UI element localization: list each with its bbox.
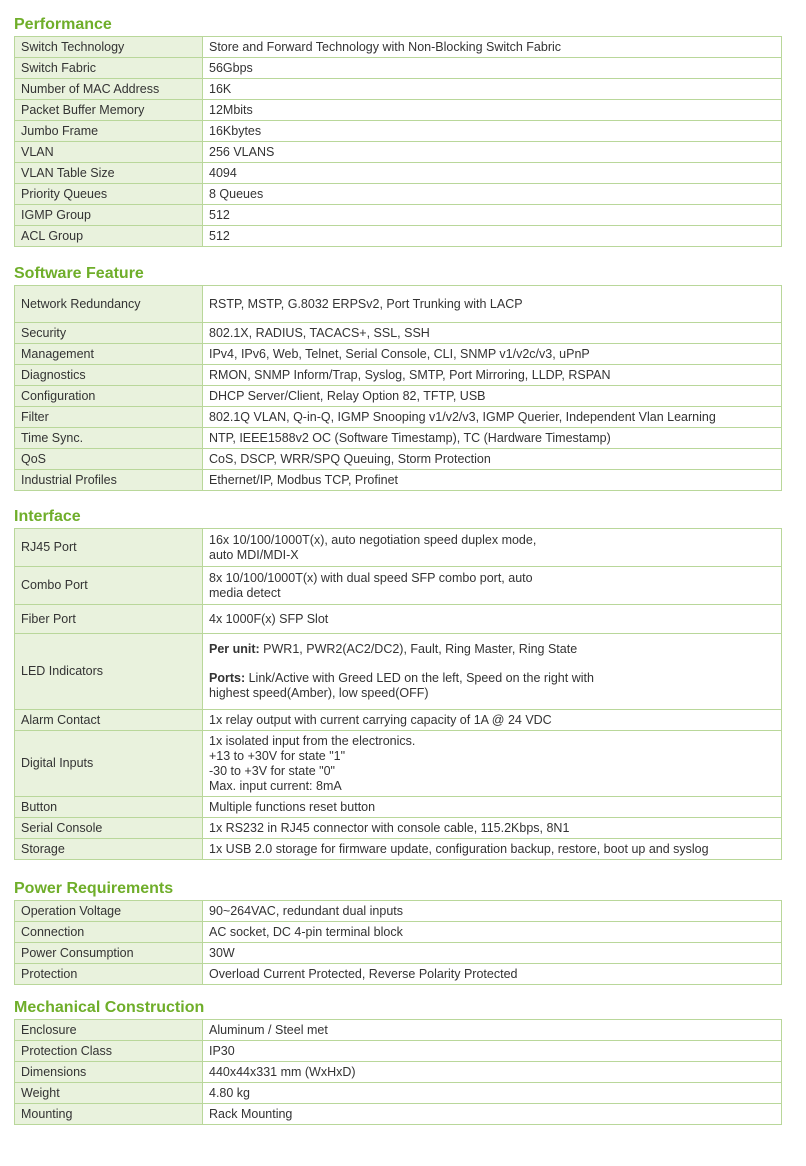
spec-value bbox=[203, 634, 782, 710]
table-row bbox=[15, 79, 782, 100]
table-row bbox=[15, 922, 782, 943]
table-row bbox=[15, 1041, 782, 1062]
spec-value bbox=[203, 731, 782, 797]
spec-value bbox=[203, 529, 782, 567]
spec-label: Filter bbox=[15, 407, 203, 428]
spec-value: Multiple functions reset button bbox=[203, 797, 782, 818]
value-line: 16x 10/100/1000T(x), auto negotiation speed duplex mode, bbox=[209, 532, 537, 547]
spec-label: Number of MAC Address bbox=[15, 79, 203, 100]
table-row bbox=[15, 205, 782, 226]
spec-label: Protection bbox=[15, 964, 203, 985]
value-line: media detect bbox=[209, 585, 281, 600]
table-row bbox=[15, 184, 782, 205]
table-row bbox=[15, 163, 782, 184]
spec-label: RJ45 Port bbox=[15, 529, 203, 567]
table-row bbox=[15, 1104, 782, 1125]
table-row bbox=[15, 1062, 782, 1083]
power-section bbox=[14, 878, 782, 985]
spec-value: 90~264VAC, redundant dual inputs bbox=[203, 901, 782, 922]
spec-label: Diagnostics bbox=[15, 365, 203, 386]
spec-value: IPv4, IPv6, Web, Telnet, Serial Console, CLI, SNMP v1/v2c/v3, uPnP bbox=[203, 344, 782, 365]
spec-label: ACL Group bbox=[15, 226, 203, 247]
spec-label: Alarm Contact bbox=[15, 710, 203, 731]
spec-value: 30W bbox=[203, 943, 782, 964]
table-row bbox=[15, 121, 782, 142]
spec-label: Switch Technology bbox=[15, 37, 203, 58]
section-heading: Interface bbox=[14, 508, 81, 525]
spec-value: 802.1Q VLAN, Q-in-Q, IGMP Snooping v1/v2/v3, IGMP Querier, Independent Vlan Learning bbox=[203, 407, 782, 428]
spec-label: Switch Fabric bbox=[15, 58, 203, 79]
spec-value: 1x RS232 in RJ45 connector with console cable, 115.2Kbps, 8N1 bbox=[203, 818, 782, 839]
spec-value: CoS, DSCP, WRR/SPQ Queuing, Storm Protection bbox=[203, 449, 782, 470]
table-row bbox=[15, 839, 782, 860]
spec-label: Jumbo Frame bbox=[15, 121, 203, 142]
section-heading: Power Requirements bbox=[14, 880, 174, 897]
table-row bbox=[15, 1020, 782, 1041]
spec-value: 56Gbps bbox=[203, 58, 782, 79]
spec-label: Operation Voltage bbox=[15, 901, 203, 922]
spec-table bbox=[14, 1019, 782, 1125]
spec-label: Time Sync. bbox=[15, 428, 203, 449]
spec-table bbox=[14, 528, 782, 860]
spec-value: Aluminum / Steel met bbox=[203, 1020, 782, 1041]
section-heading: Mechanical Construction bbox=[14, 999, 205, 1016]
table-row bbox=[15, 901, 782, 922]
spec-label: Configuration bbox=[15, 386, 203, 407]
value-line: Max. input current: 8mA bbox=[209, 778, 342, 793]
spec-value: 512 bbox=[203, 226, 782, 247]
spec-value: Rack Mounting bbox=[203, 1104, 782, 1125]
spec-value: DHCP Server/Client, Relay Option 82, TFTP, USB bbox=[203, 386, 782, 407]
spec-value: RSTP, MSTP, G.8032 ERPSv2, Port Trunking with LACP bbox=[203, 286, 782, 323]
spec-value: 16K bbox=[203, 79, 782, 100]
value-line: highest speed(Amber), low speed(OFF) bbox=[209, 686, 429, 700]
table-row bbox=[15, 634, 782, 710]
value-line: 8x 10/100/1000T(x) with dual speed SFP combo port, auto bbox=[209, 570, 533, 585]
spec-label: Digital Inputs bbox=[15, 731, 203, 797]
table-row bbox=[15, 286, 782, 323]
table-row bbox=[15, 710, 782, 731]
value-line: +13 to +30V for state "1" bbox=[209, 748, 346, 763]
table-row bbox=[15, 365, 782, 386]
table-row bbox=[15, 142, 782, 163]
table-row bbox=[15, 731, 782, 797]
spec-value: Overload Current Protected, Reverse Polarity Protected bbox=[203, 964, 782, 985]
spec-value bbox=[203, 567, 782, 605]
table-row bbox=[15, 797, 782, 818]
spec-table bbox=[14, 36, 782, 247]
spec-value: 440x44x331 mm (WxHxD) bbox=[203, 1062, 782, 1083]
interface-section bbox=[14, 506, 782, 860]
spec-value: 512 bbox=[203, 205, 782, 226]
spec-label: Serial Console bbox=[15, 818, 203, 839]
spec-label: Fiber Port bbox=[15, 605, 203, 634]
spec-value: Store and Forward Technology with Non-Blocking Switch Fabric bbox=[203, 37, 782, 58]
spec-label: Packet Buffer Memory bbox=[15, 100, 203, 121]
spec-value: AC socket, DC 4-pin terminal block bbox=[203, 922, 782, 943]
spec-label: Security bbox=[15, 323, 203, 344]
table-row bbox=[15, 344, 782, 365]
spec-value: 802.1X, RADIUS, TACACS+, SSL, SSH bbox=[203, 323, 782, 344]
spec-value: 16Kbytes bbox=[203, 121, 782, 142]
value-line bbox=[209, 642, 775, 657]
table-row bbox=[15, 58, 782, 79]
ports-label: Ports: bbox=[209, 671, 246, 685]
spec-label: Power Consumption bbox=[15, 943, 203, 964]
table-row bbox=[15, 1083, 782, 1104]
table-row bbox=[15, 449, 782, 470]
table-row bbox=[15, 226, 782, 247]
spec-label: LED Indicators bbox=[15, 634, 203, 710]
per-unit-text: PWR1, PWR2(AC2/DC2), Fault, Ring Master, Ring State bbox=[259, 642, 578, 656]
ports-text: Link/Active with Greed LED on the left, Speed on the right with bbox=[245, 671, 594, 685]
spec-label: Dimensions bbox=[15, 1062, 203, 1083]
section-heading: Performance bbox=[14, 16, 112, 33]
spec-table bbox=[14, 900, 782, 985]
spec-label: Priority Queues bbox=[15, 184, 203, 205]
spec-value: NTP, IEEE1588v2 OC (Software Timestamp), TC (Hardware Timestamp) bbox=[203, 428, 782, 449]
spec-value: 4094 bbox=[203, 163, 782, 184]
section-heading: Software Feature bbox=[14, 265, 144, 282]
per-unit-label: Per unit: bbox=[209, 642, 260, 656]
value-line: 1x isolated input from the electronics. bbox=[209, 733, 416, 748]
table-row bbox=[15, 964, 782, 985]
table-row bbox=[15, 100, 782, 121]
table-row bbox=[15, 323, 782, 344]
spec-label: VLAN bbox=[15, 142, 203, 163]
table-row bbox=[15, 567, 782, 605]
table-row bbox=[15, 470, 782, 491]
spec-label: Storage bbox=[15, 839, 203, 860]
spec-value: 8 Queues bbox=[203, 184, 782, 205]
table-row bbox=[15, 943, 782, 964]
table-row bbox=[15, 529, 782, 567]
spec-value: RMON, SNMP Inform/Trap, Syslog, SMTP, Port Mirroring, LLDP, RSPAN bbox=[203, 365, 782, 386]
spec-value: 1x USB 2.0 storage for firmware update, configuration backup, restore, boot up and syslog bbox=[203, 839, 782, 860]
value-line bbox=[209, 671, 775, 686]
spec-label: Mounting bbox=[15, 1104, 203, 1125]
value-line: auto MDI/MDI-X bbox=[209, 547, 299, 562]
mechanical-section bbox=[14, 997, 782, 1125]
table-row bbox=[15, 386, 782, 407]
spec-label: Weight bbox=[15, 1083, 203, 1104]
performance-section bbox=[14, 14, 782, 247]
software-section bbox=[14, 263, 782, 491]
table-row bbox=[15, 428, 782, 449]
spec-label: VLAN Table Size bbox=[15, 163, 203, 184]
spec-label: Industrial Profiles bbox=[15, 470, 203, 491]
table-row bbox=[15, 407, 782, 428]
spec-label: IGMP Group bbox=[15, 205, 203, 226]
spec-label: QoS bbox=[15, 449, 203, 470]
spec-value: 4x 1000F(x) SFP Slot bbox=[203, 605, 782, 634]
spec-label: Management bbox=[15, 344, 203, 365]
spec-label: Combo Port bbox=[15, 567, 203, 605]
spec-value: 12Mbits bbox=[203, 100, 782, 121]
spec-label: Connection bbox=[15, 922, 203, 943]
value-line: -30 to +3V for state "0" bbox=[209, 763, 335, 778]
spec-table bbox=[14, 285, 782, 491]
spec-label: Enclosure bbox=[15, 1020, 203, 1041]
spec-label: Button bbox=[15, 797, 203, 818]
spec-value: Ethernet/IP, Modbus TCP, Profinet bbox=[203, 470, 782, 491]
spec-label: Protection Class bbox=[15, 1041, 203, 1062]
spec-value: 256 VLANS bbox=[203, 142, 782, 163]
spec-label: Network Redundancy bbox=[15, 286, 203, 323]
spec-value: 1x relay output with current carrying capacity of 1A @ 24 VDC bbox=[203, 710, 782, 731]
spec-value: 4.80 kg bbox=[203, 1083, 782, 1104]
table-row bbox=[15, 37, 782, 58]
table-row bbox=[15, 818, 782, 839]
spec-value: IP30 bbox=[203, 1041, 782, 1062]
table-row bbox=[15, 605, 782, 634]
